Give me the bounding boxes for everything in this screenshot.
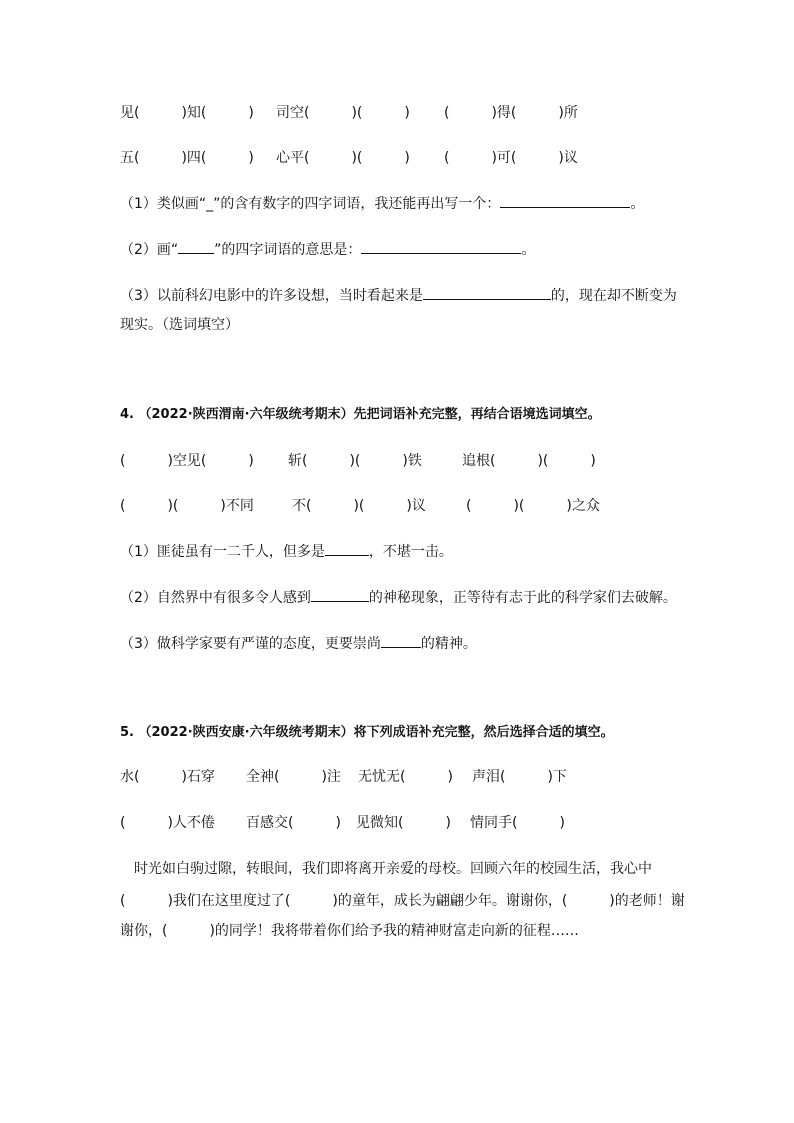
answer-blank[interactable] [361,240,521,254]
s5-paragraph-line2: ( )我们在这里度过了( )的童年，成长为翩翩少年。谢谢你，( )的老师！谢 [120,893,685,909]
s5-row2-item3: 见微知( ) [356,815,451,831]
s3-sentence-2: （2）画“ ”的四字词语的意思是： 。 [120,242,536,258]
s5-row2-item4: 情同手( ) [470,815,565,831]
s5-row2-item2: 百感交( ) [246,815,341,831]
s4-row1-item2: 斩( )( )铁 [288,453,422,469]
s5-paragraph-line3: 谢你，( )的同学！我将带着你们给予我的精神财富走向新的征程…… [120,923,579,939]
s3-sentence-3: （3）以前科幻电影中的许多设想，当时看起来是 的，现在却不断变为 [120,288,677,304]
answer-blank[interactable] [311,588,369,602]
answer-blank[interactable] [423,286,551,300]
s4-row1-item1: ( )空见( ) [120,453,254,469]
s3-row2-item2: 心平( )( ) [276,150,410,166]
underline-mark [178,240,214,254]
question-5-heading: 5. （2022·陕西安康·六年级统考期末）将下列成语补充完整，然后选择合适的填空。 [120,725,614,740]
s4-row2-item3: ( )( )之众 [466,498,600,514]
s4-sentence-3: （3）做科学家要有严谨的态度，更要崇尚 的精神。 [120,636,477,652]
s3-sentence-1: （1）类似画“_”的含有数字的四字词语，我还能再出写一个： 。 [120,196,645,212]
s4-sentence-1: （1）匪徒虽有一二千人，但多是 ，不堪一击。 [120,544,453,560]
question-4-heading: 4. （2022·陕西渭南·六年级统考期末）先把词语补充完整，再结合语境选词填空。 [120,407,601,422]
s5-row1-item2: 全神( )注 [246,769,341,785]
s3-row2-item1: 五( )四( ) [120,150,254,166]
s4-row2-item2: 不( )( )议 [292,498,426,514]
s5-row1-item3: 无忧无( ) [358,769,453,785]
s3-row1-item2: 司空( )( ) [276,105,410,121]
s3-row2-item3: ( )可( )议 [444,150,578,166]
s5-row1-item4: 声泪( )下 [472,769,567,785]
s5-row1-item1: 水( )石穿 [120,769,215,785]
s4-row1-item3: 追根( )( ) [462,453,596,469]
s3-sentence-3-cont: 现实。（选词填空） [120,317,239,333]
s3-row1-item1: 见( )知( ) [120,105,254,121]
s4-sentence-2: （2）自然界中有很多令人感到 的神秘现象，正等待有志于此的科学家们去破解。 [120,590,677,606]
s3-row1-item3: ( )得( )所 [444,105,578,121]
answer-blank[interactable] [325,542,369,556]
s5-row2-item1: ( )人不倦 [120,815,215,831]
answer-blank[interactable] [500,194,630,208]
s4-row2-item1: ( )( )不同 [120,498,254,514]
answer-blank[interactable] [381,634,421,648]
s5-paragraph-line1: 时光如白驹过隙，转眼间，我们即将离开亲爱的母校。回顾六年的校园生活，我心中 [120,861,652,877]
